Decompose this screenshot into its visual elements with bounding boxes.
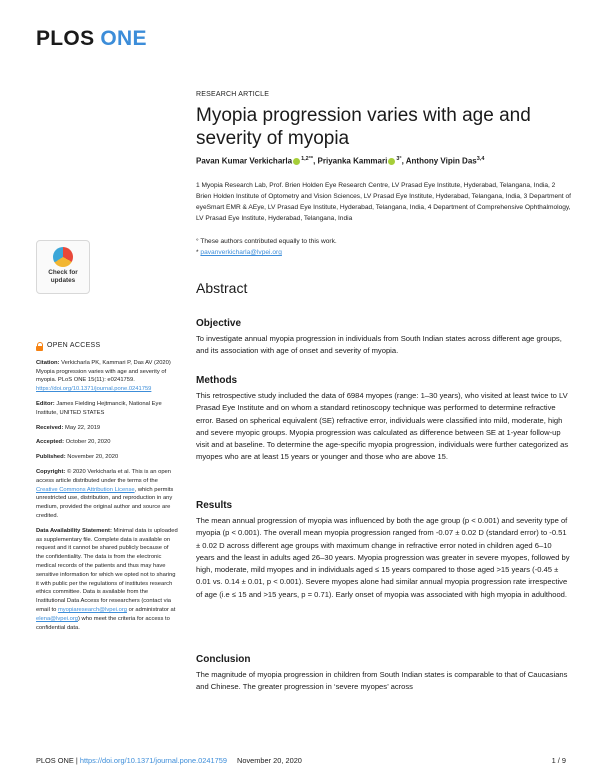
- author-superscript: 1,2°*: [301, 156, 314, 162]
- abstract-heading: Abstract: [196, 280, 248, 296]
- author-name[interactable]: Pavan Kumar Verkicharla: [196, 156, 293, 166]
- affiliations: 1 Myopia Research Lab, Prof. Brien Holden Eye Research Centre, LV Prasad Eye Institute, Hyderabad, Telangana, India, 2 Brien Holden Institute of Optometry and Vision Sciences, LV Prasad Eye Institute, Hyderabad, Telangana, India, 3 Department of eyeSmart EMR & AEye, LV Prasad Eye Institute, Hyderabad, Telangana, India, 4 Department of Comprehensive Ophthalmology, LV Prasad Eye Institute, Hyderabad, Telangana, India: [196, 182, 571, 222]
- data-availability-label: Data Availability Statement:: [36, 527, 112, 534]
- published-block: [36, 453, 178, 462]
- license-link[interactable]: Creative Commons Attribution License: [36, 486, 135, 493]
- results-text: The mean annual progression of myopia was influenced by both the age group (p < 0.001) and severity type of myopia (p < 0.001). The overall mean myopia progression ranged from -0.07 ± 0.02 D (standard error) to -0.51 ± 0.02 D across different age groups with maximum change in refractive error noted in children aged 6–10 years and the least in adults aged 26–30 years. Myopia progression was greater in severe myopes, followed by high, moderate, mild myopes and in individuals aged ≤ 15 years compared to those aged >15 years (-0.45 ± 0.01 vs. 0.14 ± 0.01, p < 0.001). Severe myopes alone had similar annual myopia progression rate irrespective of age (i.e ≤ 15 and >15 years, p = 0.71). Early onset of myopia was associated with high myopia in adulthood.: [196, 516, 570, 599]
- crossmark-line1: Check for: [48, 269, 78, 276]
- footer-doi-link[interactable]: https://doi.org/10.1371/journal.pone.0241759: [79, 756, 227, 765]
- copyright-label: Copyright:: [36, 468, 66, 475]
- accepted-block: [36, 438, 178, 447]
- equal-contribution-note: ° These authors contributed equally to this work.: [196, 238, 337, 245]
- editor-label: Editor:: [36, 400, 55, 407]
- check-for-updates-badge[interactable]: [36, 240, 90, 294]
- admin-email-link[interactable]: elena@lvpei.org: [36, 615, 78, 622]
- corresponding-author: [196, 247, 571, 258]
- footer-date: November 20, 2020: [237, 756, 302, 765]
- citation-label: Citation:: [36, 359, 60, 366]
- logo-one: ONE: [100, 27, 147, 50]
- objective-heading: Objective: [196, 318, 242, 329]
- footer-journal: PLOS ONE |: [36, 756, 78, 765]
- author-superscript: 3,4: [476, 156, 485, 162]
- received-label: Received:: [36, 424, 64, 431]
- objective-text: To investigate annual myopia progression in individuals from South Indian states across different age groups, and its association with age of onset and severity of myopia.: [196, 334, 562, 356]
- copyright-text: © 2020 Verkicharla et al. This is an open access article distributed under the terms of the: [36, 468, 171, 484]
- methods-text: This retrospective study included the data of 6984 myopes (range: 1–30 years), who visited at least twice to LV Prasad Eye Institute and on whom a standard retinoscopy technique was performed to determine refractive error. Based on spherical equivalent (SE) refractive error, individuals were classified into mild, moderate, high and severe myopic groups. Myopia progression was calculated as difference between SE at 1-year follow-up visit and at baseline. To determine the age-specific myopia progression, individuals were further categorized as myopes who are at least 15 years or younger and those who are above 15.: [196, 391, 569, 462]
- results-section: [196, 500, 571, 601]
- orcid-icon[interactable]: [293, 158, 300, 165]
- footer-left: [36, 756, 302, 765]
- editor-block: [36, 400, 178, 418]
- methods-section: [196, 375, 571, 464]
- citation-doi-link[interactable]: https://doi.org/10.1371/journal.pone.0241759: [36, 386, 152, 393]
- citation-text: Verkicharla PK, Kammari P, Das AV (2020) Myopia progression varies with age and severity of myopia. PLoS ONE 15(11): e0241759.: [36, 359, 171, 384]
- data-availability-block: [36, 527, 178, 633]
- copyright-block: [36, 468, 178, 521]
- author-name[interactable]: Anthony Vipin Das: [405, 156, 477, 166]
- data-availability-mid: or administrator at: [128, 606, 176, 613]
- received-block: [36, 424, 178, 433]
- conclusion-text: The magnitude of myopia progression in children from South Indian states is comparable to that of Caucasians and Chinese. The greater progression in ‘severe myopes’ across: [196, 670, 568, 692]
- article-title: Myopia progression varies with age and severity of myopia: [196, 105, 531, 149]
- received-date: May 22, 2019: [65, 424, 101, 431]
- conclusion-heading: Conclusion: [196, 654, 251, 665]
- copyright-text-end: , which permits unrestricted use, distribution, and reproduction in any medium, provided the original author and source are credited.: [36, 486, 174, 519]
- published-date: November 20, 2020: [67, 454, 119, 461]
- editor-text: James Fielding Hejtmancik, National Eye Institute, UNITED STATES: [36, 400, 162, 416]
- citation-block: [36, 359, 178, 394]
- data-availability-end: ) who meet the criteria for access to confidential data.: [36, 615, 170, 631]
- article-info-sidebar: [36, 342, 178, 638]
- author-superscript: 3°: [396, 156, 402, 162]
- accepted-date: October 20, 2020: [65, 439, 111, 446]
- open-access-label: [36, 342, 178, 351]
- results-heading: Results: [196, 500, 233, 511]
- page-number: 1 / 9: [551, 756, 566, 765]
- accepted-label: Accepted:: [36, 439, 65, 446]
- page-footer: [36, 756, 566, 765]
- conclusion-section: [196, 654, 571, 694]
- orcid-icon[interactable]: [388, 158, 395, 165]
- corresponding-email-link[interactable]: pavanverkicharla@lvpei.org: [200, 249, 282, 256]
- logo-plos: PLOS: [36, 27, 95, 50]
- methods-heading: Methods: [196, 375, 238, 386]
- open-access-text: OPEN ACCESS: [47, 342, 101, 349]
- data-availability-text: Minimal data is uploaded as supplementary file. Complete data is available on request and it cannot be shared publicly because of the confidentiality. The data is from the electronic medical records of the patients and thus may have sensitive information for which we opted not to sharing it with public per the regulations of institutes research ethics committee. Data is available from the Institutional Data Access for researchers (contact via email to: [36, 527, 178, 613]
- crossmark-line2: updates: [50, 276, 76, 284]
- author-list: Pavan Kumar Verkicharla $^{1,2^\circ*}$, Priyanka Kammari $^{3^\circ}$, Anthony Vipin Das$^{3,4}$: [196, 156, 485, 166]
- journal-logo[interactable]: [36, 27, 147, 51]
- crossmark-icon: [53, 247, 73, 267]
- article-type: RESEARCH ARTICLE: [196, 91, 270, 98]
- open-access-lock-icon: [36, 342, 43, 350]
- corresponding-star: *: [196, 249, 199, 256]
- published-label: Published:: [36, 454, 66, 461]
- author-name[interactable]: Priyanka Kammari: [317, 156, 388, 166]
- author-notes: [196, 236, 571, 258]
- data-email-link[interactable]: myopiaresearch@lvpei.org: [57, 606, 127, 613]
- objective-section: [196, 318, 571, 358]
